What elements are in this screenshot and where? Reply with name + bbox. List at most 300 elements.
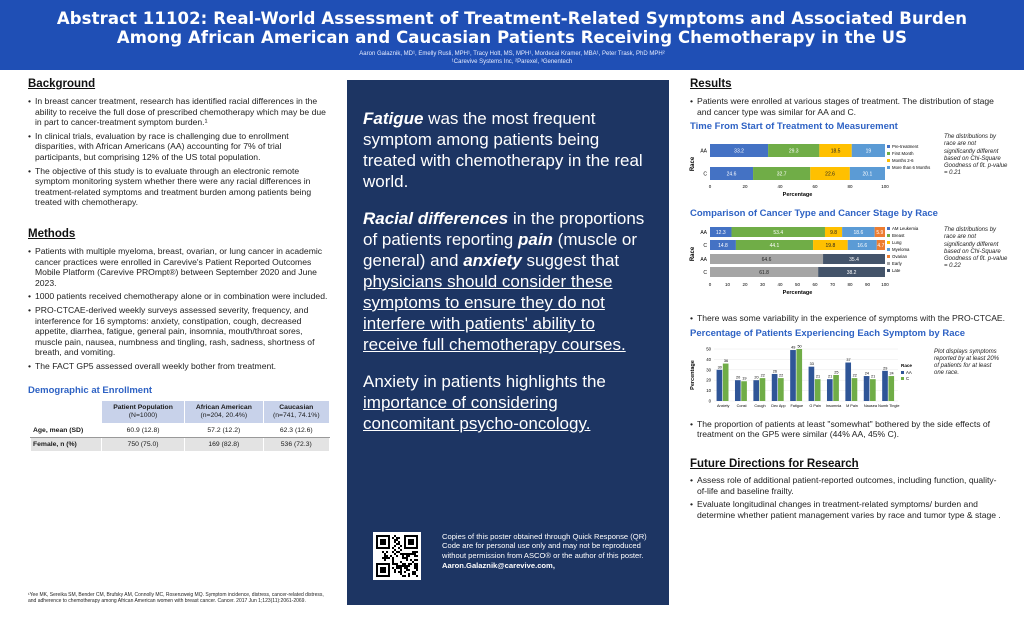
- qr-module: [414, 567, 416, 569]
- legend-entry: Ovarian: [892, 254, 908, 260]
- x-tick-label: Nausea: [863, 403, 877, 408]
- qr-module: [400, 567, 402, 569]
- qr-module: [386, 557, 388, 559]
- qr-finder: [408, 539, 414, 545]
- x-tick-label: 80: [847, 282, 853, 288]
- data-label: 24.6: [726, 171, 737, 178]
- qr-module: [402, 557, 404, 559]
- category-label: AA: [700, 230, 707, 237]
- data-label: 53.4: [773, 230, 784, 237]
- legend-entry: First Month: [892, 151, 914, 157]
- qr-module: [400, 573, 402, 575]
- table-header: African American (n=204, 20.4%): [185, 401, 263, 424]
- qr-module: [410, 563, 412, 565]
- y-tick-label: 50: [706, 346, 711, 352]
- list-item: • PRO-CTCAE-derived weekly surveys assessed severity, frequency, and interference for 16 symptoms: anxiety, constipation, cough, decreased appetite, diarrhea, fatigue, general pain, insomnia, mouth/throat sores, muscle pain, nausea, numbness and tingling, rash, sadness, shortness of breath, and vomiting.: [28, 305, 330, 358]
- qr-module: [392, 559, 394, 561]
- data-label: 22: [760, 373, 765, 378]
- legend-swatch: [887, 255, 890, 258]
- bar: [723, 363, 729, 400]
- legend-swatch: [887, 241, 890, 244]
- qr-module: [400, 565, 402, 567]
- qr-module: [400, 545, 402, 547]
- qr-module: [406, 553, 408, 555]
- methods-list: [28, 246, 330, 372]
- bar: [760, 378, 766, 401]
- results-list-2: [690, 313, 1006, 324]
- data-label: 14.8: [718, 243, 728, 250]
- list-item: • The FACT GP5 assessed overall weekly bother from treatment.: [28, 361, 330, 372]
- y-tick-label: 40: [706, 356, 711, 362]
- qr-module: [408, 563, 410, 565]
- qr-module: [398, 571, 400, 573]
- reference-footnote: ¹Yee MK, Sereika SM, Bender CM, Brufsky AM, Connolly MC, Rosenzweig MQ. Symptom incidence, distress, cancer-related distress, and adherence to chemotherapy among African American women with breast cancer. Cancer. 2017 Jun 1;123(11):2061-2069.: [28, 592, 324, 605]
- data-label: 22: [852, 373, 857, 378]
- qr-module: [416, 575, 418, 577]
- data-label: 61.8: [759, 270, 769, 277]
- legend-entry: C: [906, 375, 910, 381]
- x-tick-label: 50: [794, 282, 801, 288]
- data-label: 32.7: [776, 171, 787, 178]
- qr-module: [416, 567, 418, 569]
- table-cell: 60.9 (12.8): [101, 424, 184, 438]
- category-label: C: [703, 270, 707, 277]
- bar: [833, 375, 839, 401]
- background-heading: Background: [28, 78, 96, 90]
- x-tick-label: Dec App: [771, 403, 786, 408]
- qr-module: [412, 551, 414, 553]
- results-list-3: [690, 419, 1006, 440]
- chart2-title: Comparison of Cancer Type and Cancer Stage by Race: [690, 208, 938, 220]
- qr-module: [398, 551, 400, 553]
- qr-module: [392, 567, 394, 569]
- qr-module: [414, 555, 416, 557]
- bar: [864, 376, 870, 401]
- qr-module: [398, 543, 400, 545]
- y-axis-label: Race: [690, 247, 696, 262]
- bar: [741, 381, 747, 401]
- table-header: Caucasian (n=741, 74.1%): [263, 401, 329, 424]
- qr-module: [398, 537, 400, 539]
- qr-module: [404, 553, 406, 555]
- qr-module: [394, 553, 396, 555]
- qr-module: [400, 571, 402, 573]
- qr-module: [412, 553, 414, 555]
- qr-module: [416, 559, 418, 561]
- qr-module: [382, 557, 384, 559]
- qr-module: [392, 547, 394, 549]
- legend-swatch: [887, 234, 890, 237]
- qr-module: [410, 559, 412, 561]
- legend-swatch: [887, 269, 890, 272]
- legend-entry: Months 2-6: [892, 158, 914, 164]
- data-label: 49: [791, 345, 796, 350]
- legend-swatch: [887, 227, 890, 230]
- x-tick-label: Cough: [754, 403, 766, 408]
- x-tick-label: 0: [708, 282, 712, 288]
- data-label: 4.7: [877, 243, 885, 250]
- demographics-table: [30, 400, 330, 452]
- category-label: C: [703, 171, 707, 178]
- bar: [882, 371, 888, 401]
- legend-entry: Myeloma: [892, 247, 910, 253]
- legend-swatch: [901, 371, 904, 374]
- qr-module: [386, 555, 388, 557]
- qr-module: [382, 551, 384, 553]
- table-header-row: [31, 401, 330, 424]
- qr-module: [384, 557, 386, 559]
- qr-module: [412, 571, 414, 573]
- data-label: 9.8: [830, 230, 838, 237]
- qr-module: [414, 571, 416, 573]
- qr-module: [404, 571, 406, 573]
- qr-module: [404, 567, 406, 569]
- list-item: • In clinical trials, evaluation by race is challenging due to enrollment disparities, with African Americans (AA) accounting for 7% of trial participants, but comprising 12% of the US total population.: [28, 131, 330, 163]
- qr-module: [400, 569, 402, 571]
- qr-module: [394, 549, 396, 551]
- qr-module: [404, 557, 406, 559]
- table-cell: Female, n (%): [31, 438, 102, 452]
- bar: [717, 370, 723, 401]
- data-label: 16.6: [857, 243, 868, 250]
- y-tick-label: 30: [706, 367, 711, 373]
- x-tick-label: 0: [708, 184, 712, 190]
- data-label: 22: [779, 373, 784, 378]
- data-label: 18.5: [830, 148, 841, 155]
- qr-module: [396, 567, 398, 569]
- chart3-note: Plot displays symptoms reported by at least 20% of patients for at least one race.: [934, 348, 1000, 377]
- results-heading: Results: [690, 78, 732, 90]
- x-tick-label: 30: [759, 282, 766, 288]
- chart2-note: The distributions by race are not significantly different based on Chi-Square Goodness of fit. p-value = 0.22: [944, 227, 1008, 270]
- data-label: 24: [889, 371, 894, 376]
- time-from-start-chart: [688, 136, 938, 202]
- bar: [790, 350, 796, 401]
- qr-module: [414, 551, 416, 553]
- qr-module: [394, 545, 396, 547]
- qr-module: [388, 557, 390, 559]
- qr-module: [384, 559, 386, 561]
- data-label: 19: [865, 148, 872, 155]
- qr-module: [396, 563, 398, 565]
- list-item: • Assess role of additional patient-reported outcomes, including function, quality-of-life and baseline frailty.: [690, 475, 1006, 496]
- qr-module: [414, 563, 416, 565]
- x-tick-label: G Pain: [809, 403, 822, 408]
- qr-module: [406, 555, 408, 557]
- data-label: 19.8: [825, 243, 836, 250]
- key-findings-panel: [347, 80, 669, 605]
- data-label: 20.1: [862, 171, 873, 178]
- cancer-type-stage-chart: [688, 223, 938, 309]
- x-tick-label: 100: [881, 282, 889, 288]
- qr-module: [396, 565, 398, 567]
- table-cell: 62.3 (12.6): [263, 424, 329, 438]
- list-item: • There was some variability in the experience of symptoms with the PRO-CTCAE.: [690, 313, 1006, 324]
- x-tick-label: Fatigue: [790, 403, 804, 408]
- data-label: 29.3: [788, 148, 799, 155]
- qr-module: [396, 551, 398, 553]
- qr-module: [386, 551, 388, 553]
- x-tick-label: Insomnia: [825, 403, 842, 408]
- list-item: • Patients with multiple myeloma, breast, ovarian, or lung cancer in academic cancer practices were enrolled in Carevive's Patient Reported Outcomes Mobile Platform (Carevive PROmpt®) between September 2020 and June 2023.: [28, 246, 330, 288]
- methods-heading: Methods: [28, 227, 76, 240]
- qr-module: [402, 565, 404, 567]
- list-item: • The proportion of patients at least "somewhat" bothered by the side effects of treatment on the GP5 were similar (44% AA, 45% C).: [690, 419, 1006, 440]
- symptom-by-race-chart: [688, 343, 928, 413]
- qr-module: [392, 551, 394, 553]
- qr-module: [414, 565, 416, 567]
- qr-module: [392, 537, 394, 539]
- chart1-note: The distributions by race are not significantly different based on Chi-Square Goodness of fit. p-value = 0.21: [944, 134, 1008, 177]
- x-tick-label: 90: [864, 282, 871, 288]
- bar: [809, 366, 815, 400]
- bar: [778, 378, 784, 401]
- qr-module: [406, 557, 408, 559]
- future-list: [690, 475, 1006, 520]
- data-label: 35.4: [849, 257, 859, 264]
- data-label: 26: [772, 369, 778, 374]
- qr-module: [398, 565, 400, 567]
- qr-module: [404, 565, 406, 567]
- y-axis-label: Percentage: [690, 359, 696, 390]
- data-label: 19: [742, 376, 747, 381]
- qr-module: [394, 535, 396, 537]
- table-cell: 169 (82.8): [185, 438, 263, 452]
- legend-entry: Late: [892, 268, 901, 274]
- category-label: C: [703, 243, 707, 250]
- qr-module: [406, 565, 408, 567]
- legend-entry: Early: [892, 261, 902, 267]
- qr-module: [398, 567, 400, 569]
- qr-module: [398, 541, 400, 543]
- qr-module: [392, 557, 394, 559]
- qr-module: [406, 559, 408, 561]
- qr-module: [406, 567, 408, 569]
- qr-module: [416, 569, 418, 571]
- qr-module: [402, 575, 404, 577]
- x-tick-label: 60: [812, 184, 818, 190]
- qr-module: [404, 563, 406, 565]
- legend-entry: AA: [906, 369, 912, 375]
- data-label: 22.6: [825, 171, 835, 178]
- table-cell: 750 (75.0): [101, 438, 184, 452]
- qr-finder: [380, 539, 386, 545]
- qr-module: [416, 551, 418, 553]
- data-label: 29: [883, 366, 888, 371]
- qr-module: [394, 569, 396, 571]
- legend-entry: Pre-treatment: [892, 144, 919, 150]
- finding-racial-differences: Racial differences in the proportions of patients reporting pain (muscle or general) and anxiety suggest that physicians should consider these symptoms to ensure they do not interfere with patients' ability to receive full chemotherapy courses.: [363, 209, 645, 354]
- y-tick-label: 20: [706, 377, 711, 383]
- data-label: 20: [754, 375, 759, 380]
- data-label: 33.2: [734, 148, 744, 155]
- category-label: AA: [700, 148, 707, 155]
- qr-module: [384, 555, 386, 557]
- qr-module: [408, 565, 410, 567]
- qr-module: [414, 559, 416, 561]
- bar: [772, 374, 778, 401]
- qr-module: [384, 553, 386, 555]
- qr-module: [402, 553, 404, 555]
- legend-swatch: [887, 166, 890, 169]
- qr-disclaimer: Copies of this poster obtained through Quick Response (QR) Code are for personal use only and may not be reproduced without permission from ASCO® or the author of this poster. Aaron.Galaznik@carevive.com,: [442, 532, 657, 570]
- chart1-wrap: [688, 136, 1006, 202]
- list-item: • The objective of this study is to evaluate through an electronic remote symptom monitoring system whether there were any racial differences in treatment-related symptoms and treatment burden among patients being treated with chemotherapy.: [28, 166, 330, 208]
- qr-module: [410, 553, 412, 555]
- qr-module: [400, 553, 402, 555]
- qr-module: [400, 549, 402, 551]
- qr-module: [396, 543, 398, 545]
- bar: [845, 362, 851, 400]
- table-cell: 536 (72.3): [263, 438, 329, 452]
- legend-entry: Breast: [892, 233, 905, 239]
- data-label: 64.6: [761, 257, 772, 264]
- x-tick-label: 10: [724, 282, 731, 288]
- y-axis-label: Race: [690, 157, 696, 172]
- list-item: • Evaluate longitudinal changes in treatment-related symptoms/ burden and determine whether patient management varies by race and tumor type & stage .: [690, 499, 1006, 520]
- data-label: 30: [717, 365, 722, 370]
- data-label: 50: [797, 344, 802, 349]
- qr-module: [402, 563, 404, 565]
- table-corner: [31, 401, 102, 424]
- qr-code-icon[interactable]: [373, 532, 421, 580]
- bar: [796, 349, 802, 401]
- qr-module: [416, 563, 418, 565]
- finding-anxiety: Anxiety in patients highlights the importance of considering concomitant psycho-oncology.: [363, 372, 606, 433]
- x-tick-label: M Pain: [846, 403, 858, 408]
- qr-module: [404, 575, 406, 577]
- data-label: 18.6: [853, 230, 864, 237]
- data-label: 20: [735, 375, 741, 380]
- qr-module: [414, 553, 416, 555]
- table-row: [31, 424, 330, 438]
- qr-module: [396, 537, 398, 539]
- legend-swatch: [887, 145, 890, 148]
- data-label: 25: [834, 370, 839, 375]
- qr-module: [414, 573, 416, 575]
- bar: [888, 376, 894, 401]
- x-tick-label: 80: [847, 184, 853, 190]
- legend-swatch: [887, 248, 890, 251]
- qr-module: [408, 553, 410, 555]
- category-label: AA: [700, 257, 707, 264]
- table-cell: Age, mean (SD): [31, 424, 102, 438]
- qr-module: [412, 561, 414, 563]
- qr-module: [400, 561, 402, 563]
- list-item: • Patients were enrolled at various stages of treatment. The distribution of stage and cancer type was similar for AA and C.: [690, 96, 1006, 117]
- data-label: 38.2: [846, 270, 857, 277]
- bar: [815, 379, 821, 401]
- data-label: 36: [723, 358, 729, 363]
- qr-module: [416, 565, 418, 567]
- data-label: 24: [864, 371, 870, 376]
- qr-module: [402, 555, 404, 557]
- bar: [735, 380, 741, 401]
- background-list: [28, 96, 330, 208]
- legend-entry: Lung: [892, 240, 902, 246]
- x-tick-label: Anxiety: [716, 403, 730, 408]
- legend-swatch: [887, 159, 890, 162]
- qr-module: [390, 555, 392, 557]
- qr-module: [412, 573, 414, 575]
- data-label: 37: [846, 357, 851, 362]
- results-list-1: [690, 96, 1006, 117]
- x-tick-label: 20: [742, 282, 748, 288]
- qr-module: [392, 563, 394, 565]
- x-tick-label: Const: [736, 403, 747, 408]
- bar: [753, 380, 759, 401]
- right-column: [688, 78, 1006, 523]
- x-axis-label: Percentage: [782, 192, 813, 199]
- qr-module: [408, 555, 410, 557]
- qr-module: [394, 541, 396, 543]
- qr-module: [398, 547, 400, 549]
- poster-title: Abstract 11102: Real-World Assessment of Treatment-Related Symptoms and Associated Burden Among African American and Caucasian Patients Receiving Chemotherapy in the US: [56, 9, 968, 47]
- qr-module: [394, 563, 396, 565]
- data-label: 44.1: [769, 243, 780, 250]
- qr-module: [406, 569, 408, 571]
- left-column: [20, 78, 330, 452]
- x-tick-label: 20: [742, 184, 748, 190]
- legend-entry: AM Leukemia: [892, 226, 919, 232]
- data-label: 21: [871, 374, 876, 379]
- x-tick-label: Numb Tingle: [878, 403, 900, 408]
- chart1-title: Time From Start of Treatment to Measurement: [690, 121, 898, 133]
- demographics-title: Demographic at Enrollment: [28, 385, 153, 397]
- qr-module: [408, 573, 410, 575]
- data-label: 21: [827, 374, 833, 379]
- data-label: 21: [815, 374, 821, 379]
- x-tick-label: 60: [812, 282, 818, 288]
- bar: [870, 379, 876, 401]
- qr-module: [416, 555, 418, 557]
- chart2-wrap: [688, 223, 1006, 309]
- future-heading: Future Directions for Research: [690, 457, 859, 470]
- qr-module: [392, 561, 394, 563]
- qr-module: [394, 539, 396, 541]
- qr-module: [408, 575, 410, 577]
- table-header: Patient Population (N=1000): [101, 401, 184, 424]
- data-label: 5.9: [876, 230, 884, 237]
- author-email[interactable]: Aaron.Galaznik@carevive.com,: [442, 560, 555, 570]
- author-list: Aaron Galaznik, MD¹, Emelly Rusli, MPH¹, Tracy Holt, MS, MPH¹, Mordecai Kramer, MBA¹, Peter Trask, PhD MPH² ¹Carevive Systems Inc, ²Parexel, ³Genentech: [359, 51, 665, 65]
- data-label: 33: [809, 361, 814, 366]
- table-cell: 57.2 (12.2): [185, 424, 263, 438]
- legend-swatch: [887, 262, 890, 265]
- y-tick-label: 0: [708, 398, 711, 404]
- x-axis-label: Percentage: [782, 290, 813, 297]
- bar: [827, 379, 833, 401]
- table-row: [31, 438, 330, 452]
- legend-swatch: [887, 152, 890, 155]
- x-tick-label: 70: [829, 282, 836, 288]
- data-label: 12.3: [715, 230, 726, 237]
- legend-entry: More than 6 Months: [892, 165, 931, 171]
- x-tick-label: 40: [777, 184, 783, 190]
- qr-module: [394, 571, 396, 573]
- bar: [852, 378, 858, 401]
- list-item: • In breast cancer treatment, research has identified racial differences in the ability to receive the full dose of prescribed chemotherapy which may be due in part to cancer-treatment symptom burden.¹: [28, 96, 330, 128]
- qr-module: [396, 555, 398, 557]
- finding-fatigue: Fatigue was the most frequent symptom among patients being treated with chemotherapy in the real world.: [363, 109, 643, 191]
- list-item: • 1000 patients received chemotherapy alone or in combination were included.: [28, 291, 330, 302]
- x-tick-label: 100: [881, 184, 889, 190]
- poster-header: [0, 0, 1024, 70]
- legend-swatch: [901, 377, 904, 380]
- legend-title: Race: [901, 362, 912, 368]
- qr-finder: [380, 567, 386, 573]
- qr-code-graphic: [376, 535, 418, 577]
